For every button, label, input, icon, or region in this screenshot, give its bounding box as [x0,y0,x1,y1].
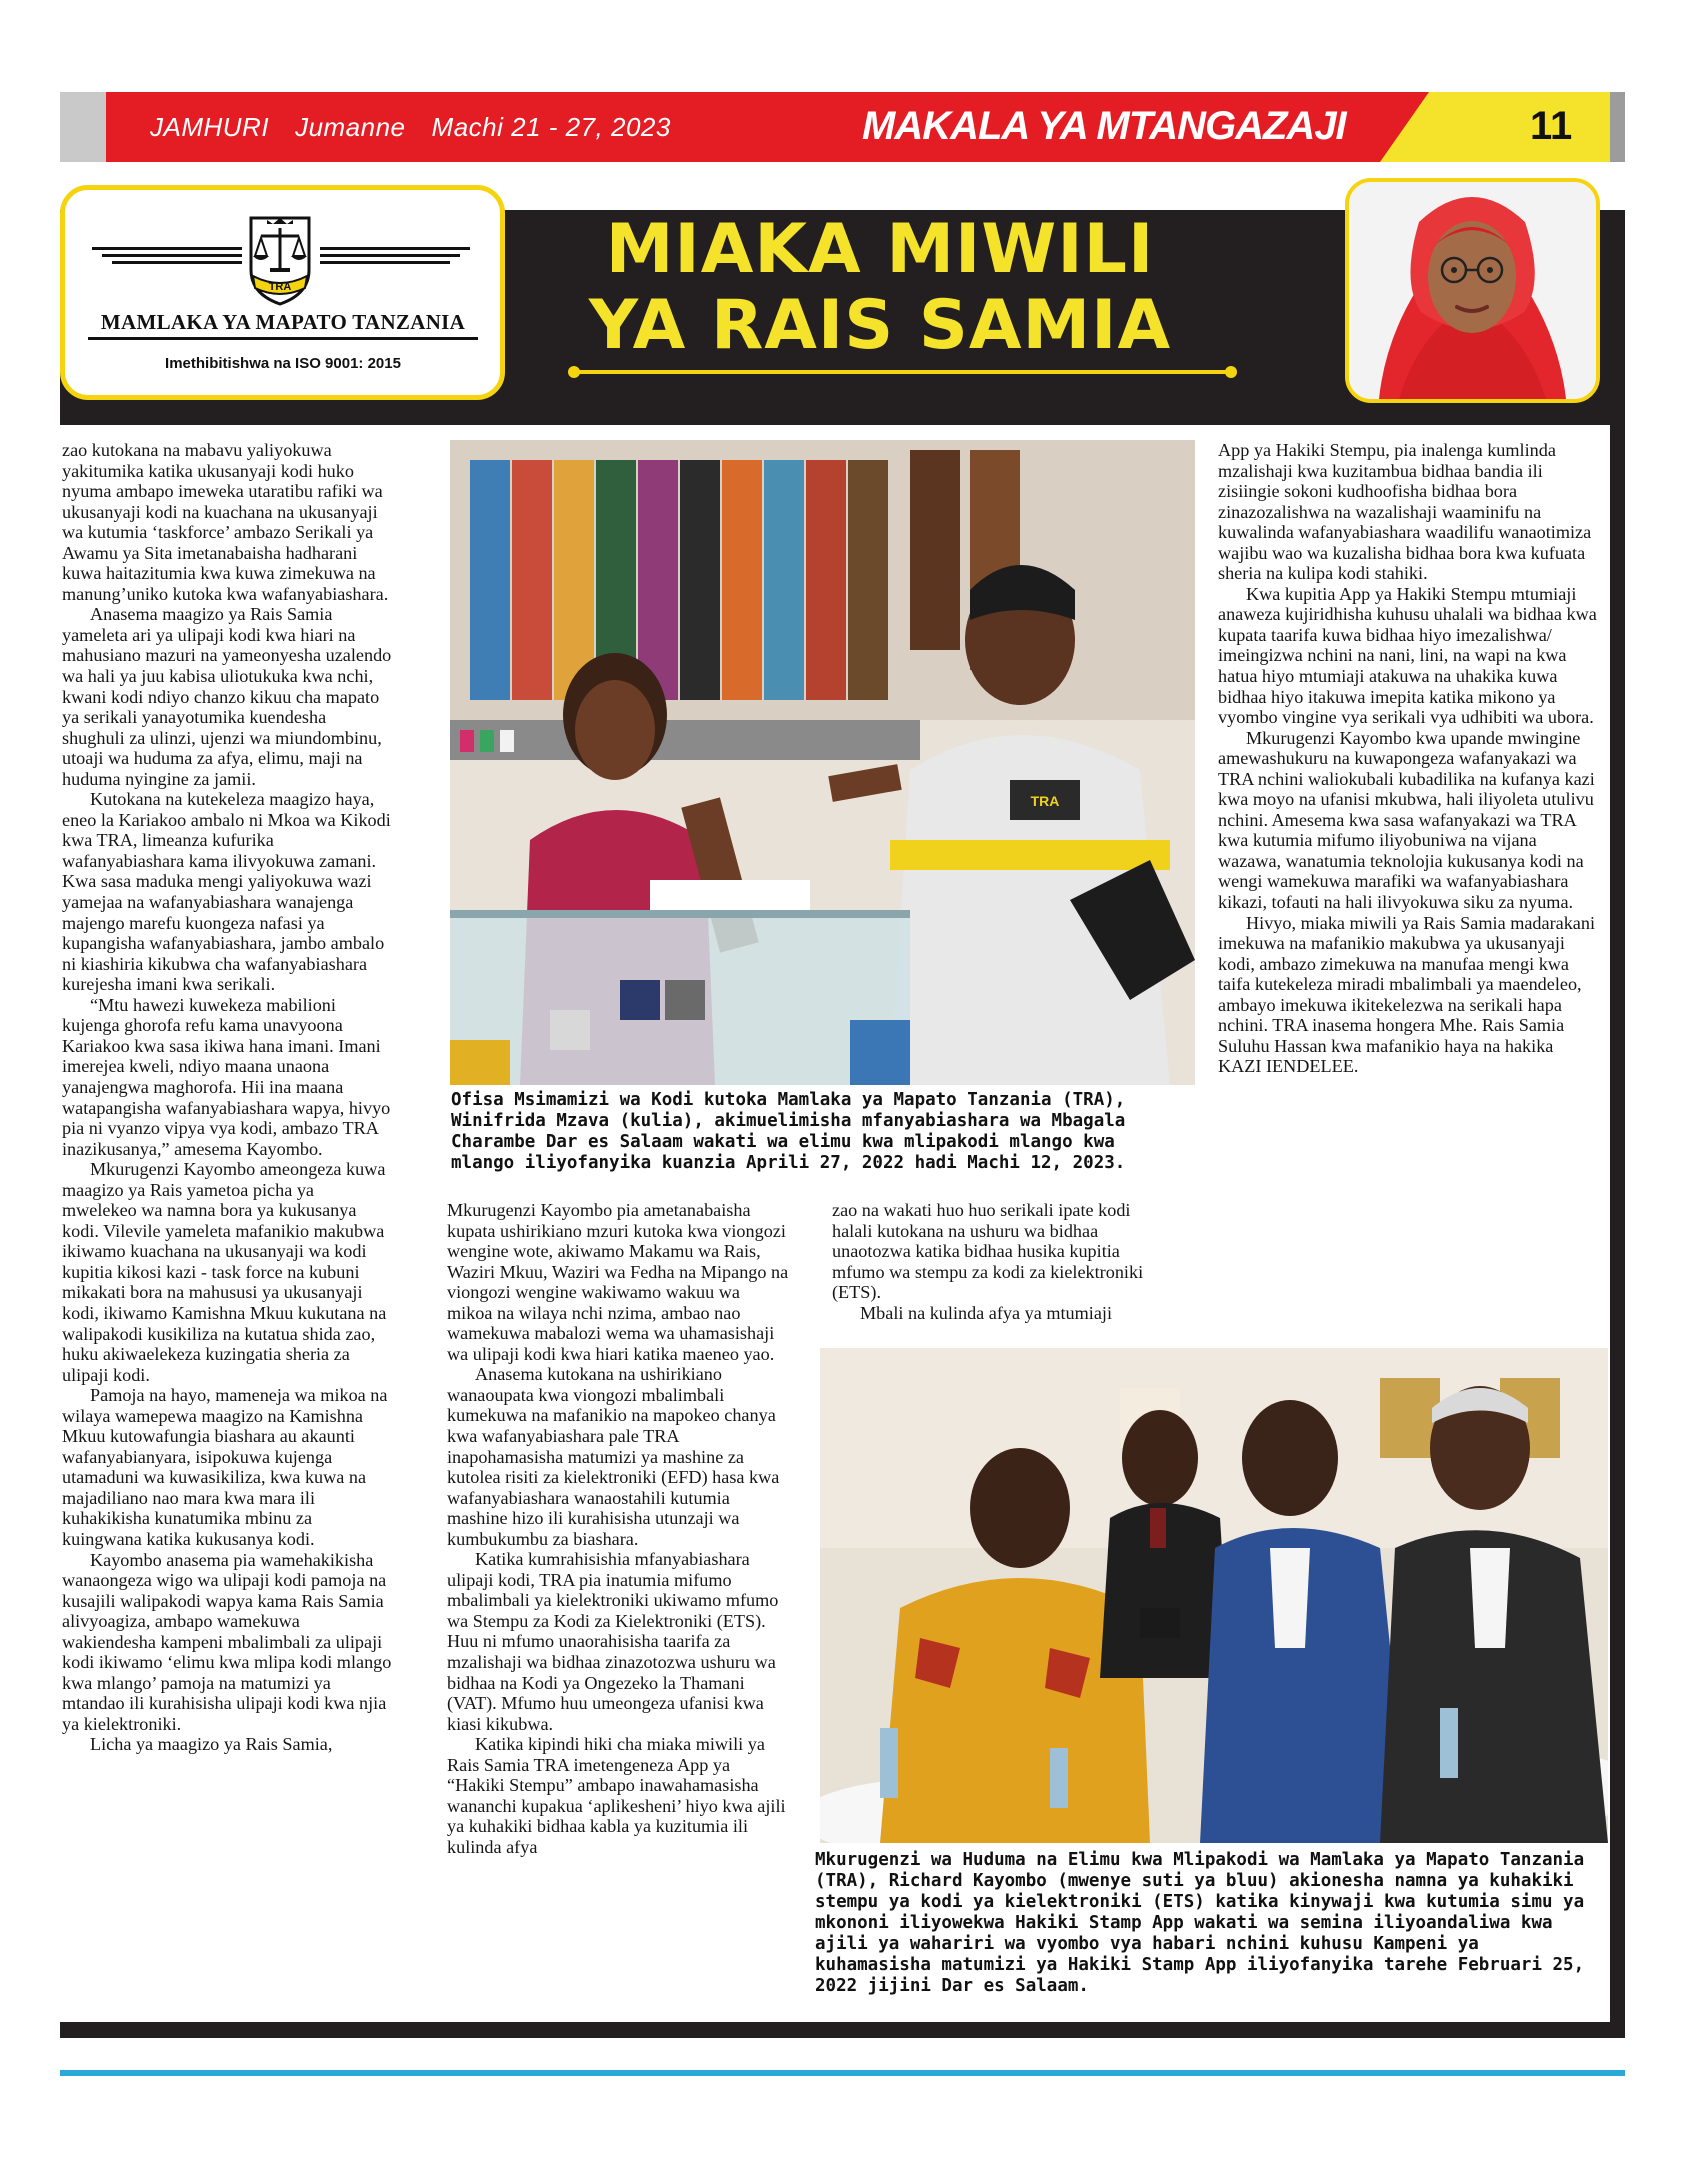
headline-rule-dot-left [568,366,580,378]
logo-right-lines [320,245,470,265]
headline-rule-dot-right [1225,366,1237,378]
tra-emblem-icon [245,210,315,310]
paragraph: Kayombo anasema pia wamehakikisha wanaongeza wigo wa ulipaji kodi pamoja na kusajili walipakodi wapya kama Rais Samia alivyoagiza, ambapo wamekuwa wakiendesha kampeni mbalimbali za ulipaji kodi ikiwamo ‘elimu kwa mlipa kodi mlango kwa mlango’ pamoja na matumizi ya mtandao ili kurahisisha ulipaji kodi kwa njia ya kielektroniki. [62,1549,392,1734]
photo-tax-officer-educating-trader [450,440,1195,1085]
emblem-text: TRA [268,281,292,293]
svg-text:TRA: TRA [1030,793,1060,809]
paragraph: Hivyo, miaka miwili ya Rais Samia madarakani imekuwa na mafanikio makubwa ya ukusanyaji kodi, ambazo zimekuwa na manufaa mengi kwa taifa kutekeleza miradi mbalimbali ya maendeleo, ambayo imekuwa ikitekelezwa na serikali hapa nchini. TRA inasema hongera Mhe. Rais Samia Suluhu Hassan kwa mafanikio haya na hakika KAZI IENDELEE. [1218,912,1596,1077]
paragraph: Kwa kupitia App ya Hakiki Stempu mtumiaji anaweza kujiridhisha kuhusu uhalali wa bidhaa kwa kupata taarifa kuwa bidhaa hiyo imezalishwa/ imeingizwa nchini na nani, lini, na wapi na kwa hatua hiyo mtumiaji atakuwa na uhakika kuwa bidhaa hiyo itakuwa imepita katika mikono ya vyombo vingine vya serikali vya udhibiti wa ubora. [1218,583,1597,728]
paragraph: Mkurugenzi Kayombo ameongeza kuwa maagizo ya Rais yametoa picha ya mwelekeo wa namna bora ya kukusanya kodi. Vilevile yameleta mafanikio makubwa ikiwamo kuachana na ukusanyaji wa kodi kupitia kikosi kazi - task force na kubuni mikakati bora na mahususi ya ukusanyaji kodi, ikiwamo Kamishna Mkuu kukutana na walipakodi kusikiliza na kutatua shida zao, huku akiwaelekeza kuzingatia sheria za ulipaji kodi. [62,1159,387,1385]
paragraph: Pamoja na hayo, mameneja wa mikoa na wilaya wamepewa maagizo na Kamishna Mkuu kutowafungia biashara au akaunti wafanyabianyara, isipokuwa kujenga utamaduni wa kuwasikiliza, kwa kuwa na majadiliano nao mara kwa mara ili kuhakikisha kunatumika mbinu za kuingwana katika kukusanya kodi. [62,1385,388,1549]
page-footer-rule [60,2070,1625,2076]
article-column-3 [832,1200,1172,1323]
iso-certification: Imethibitishwa na ISO 9001: 2015 [165,355,401,372]
date-line [150,112,697,143]
paragraph: Mkurugenzi Kayombo kwa upande mwingine amewashukuru na kuwapongeza wafanyakazi wa TRA nchini waliokubali kubadilika na kufanya kazi kwa moyo na ufanisi mkubwa, hali iliyoleta utulivu nchini. Amesema kwa sasa wafanyakazi wa TRA kwa kutumia mifumo iliyobuniwa na vijana wazawa, wanatumia teknolojia kukusanya kodi na wengi wamekuwa marafiki wa wafanyabiashara kikazi, tofauti na hali ilivyokuwa siku za nyuma. [1218,727,1595,913]
article-column-2 [447,1200,789,1858]
headline-rule [577,370,1232,374]
photo-caption-2: Mkurugenzi wa Huduma na Elimu kwa Mlipakodi wa Mamlaka ya Mapato Tanzania (TRA), Richard Kayombo (mwenye suti ya bluu) akionesha namna ya kuhakiki stempu ya kodi ya kielektroniki (ETS) katika kinywaji kwa kutumia simu ya mkononi iliyowekwa Hakiki Stamp App wakati wa semina iliyoandaliwa kwa ajili ya wahariri wa vyombo vya habari nchini kuhusu Kampeni ya kuhamasisha matumizi ya Hakiki Stamp App iliyofanyika tarehe Februari 25, 2022 jijini Dar es Salaam. [815,1850,1585,1996]
paragraph: App ya Hakiki Stempu, pia inalenga kumlinda mzalishaji kwa kuzitambua bidhaa bandia ili zisiingie sokoni kudhoofisha bidhaa bora zinazozalishwa na wazalishaji waaminifu na kuwalinda wafanyabiashara waadilifu wanaotimiza wajibu wao wa kuzalisha bidhaa bora kwa kufuata sheria na kulipa kodi stahiki. [1218,440,1592,584]
president-portrait [1345,178,1600,403]
header-right-accent [1610,92,1625,162]
paragraph: zao kutokana na mabavu yaliyokuwa yakitumika katika ukusanyaji kodi huko nyuma ambapo imeweka utaratibu rafiki wa ukusanyaji kodi na kuachana na ukusanyaji wa kutumia ‘taskforce’ ambazo Serikali ya Awamu ya Sita imetanabaisha hadharani kuwa haitazitumia kwa kuwa zimekuwa na manung’uniko kutoka kwa wafanyabiashara. [62,440,389,604]
president-portrait-image [1349,182,1596,399]
paragraph: Licha ya maagizo ya Rais Samia, [90,1734,333,1755]
paragraph: Kutokana na kutekeleza maagizo haya, eneo la Kariakoo ambalo ni Mkoa wa Kikodi kwa TRA, limeanza kufurika wafanyabiashara kama ilivyokuwa zamani. Kwa sasa maduka mengi yaliyokuwa wazi yamejaa na wafanyabiashara wanajenga majengo marefu kuongeza nafasi ya kupangisha wafanyabiashara, jambo ambalo ni kiashiria kikubwa cha wafanyabiashara kurejesha imani kwa serikali. [62,789,391,995]
headline-line-1: MIAKA MIWILI [605,210,1155,289]
page-bottom-bar [60,2022,1625,2038]
headline-line-2: YA RAIS SAMIA [588,286,1172,365]
section-title: MAKALA YA MTANGAZAJI [862,104,1346,148]
paragraph: “Mtu hawezi kuwekeza mabilioni kujenga ghorofa refu kama unavyoona Kariakoo kwa sasa ikiwa hana imani. Imani imerejea kweli, ndiyo maana unaona yanajengwa maghorofa. Hii ina maana watapangisha wafanyabiashara wapya, hivyo pia ni vyanzo vipya vya kodi, ambazo TRA inazikusanya,” amesema Kayombo. [62,994,391,1159]
date-range: Machi 21 - 27, 2023 [431,112,671,142]
weekday: Jumanne [295,112,406,142]
page-number: 11 [1530,104,1573,148]
paragraph: Anasema kutokana na ushirikiano wanaoupata kwa viongozi mbalimbali kumekuwa na mafanikio na mapokeo chanya kwa wafanyabiashara pale TRA inapohamasisha matumizi ya mashine za kutolea risiti za kielektroniki (EFD) hasa kwa wafanyabiashara wanaostahili kutumia mashine hizo ili kurahisisha utunzaji wa kumbukumbu za biashara. [447,1364,780,1549]
photo-director-demonstrating-app [820,1348,1608,1843]
page-frame-right [1610,425,1625,2030]
headline [555,212,1205,364]
header-left-accent [60,92,106,162]
publication-name: JAMHURI [150,112,270,142]
paragraph: Mkurugenzi Kayombo pia ametanabaisha kupata ushirikiano mzuri kutoka kwa viongozi wengine wote, akiwamo Makamu wa Rais, Waziri Mkuu, Waziri wa Fedha na Mipango na viongozi wengine wakiwamo wakuu wa mikoa na wilaya nchi nzima, ambao nao wamekuwa mabalozi wema wa uhamasishaji wa ulipaji kodi kwa hiari katika maeneo yao. [447,1200,789,1364]
paragraph: zao na wakati huo huo serikali ipate kodi halali kutokana na ushuru wa bidhaa unaotozwa katika bidhaa husika kupitia mfumo wa stempu za kodi za kielektroniki (ETS). [832,1200,1144,1303]
paragraph: Mbali na kulinda afya ya mtumiaji [860,1302,1113,1323]
paragraph: Anasema maagizo ya Rais Samia yameleta ari ya ulipaji kodi kwa hiari na mahusiano mazuri na yameonyesha uzalendo wa hali ya juu kabisa uliotukuka kwa nchi, kwani kodi ndiyo chanzo kikuu cha mapato ya serikali yanayotumika kuendesha shughuli za ulinzi, ujenzi wa miundombinu, utoaji wa huduma za afya, elimu, maji na huduma nyingine za jamii. [62,604,392,789]
logo-left-lines [92,245,242,265]
paragraph: Katika kumrahisishia mfanyabiashara ulipaji kodi, TRA pia inatumia mifumo mbalimbali ya kielektroniki ukiwamo mfumo wa Stempu za Kodi za Kielektroniki (ETS). Huu ni mfumo unaorahisisha taarifa za mzalishaji wa bidhaa zinazotozwa ushuru wa bidhaa na Kodi ya Ongezeko la Thamani (VAT). Mfumo huu umeongeza ufanisi kwa kiasi kikubwa. [447,1549,779,1734]
paragraph: Katika kipindi hiki cha miaka miwili ya Rais Samia TRA imetengeneza App ya “Hakiki Stempu” ambapo inawahamasisha wananchi kupakua ‘aplikesheni’ hiyo kwa ajili ya kuhakiki bidhaa kabla ya kuzitumia ili kulinda afya [447,1734,786,1857]
article-column-1 [62,440,392,1755]
photo-caption-1: Ofisa Msimamizi wa Kodi kutoka Mamlaka ya Mapato Tanzania (TRA), Winifrida Mzava (kulia), akimuelimisha mfanyabiashara wa Mbagala Charambe Dar es Salaam wakati wa elimu kwa mlipakodi mlango kwa mlango iliyofanyika kuanzia Aprili 27, 2022 hadi Machi 12, 2023. [451,1090,1126,1173]
organization-name: MAMLAKA YA MAPATO TANZANIA [88,310,478,340]
article-column-4 [1218,440,1600,1077]
